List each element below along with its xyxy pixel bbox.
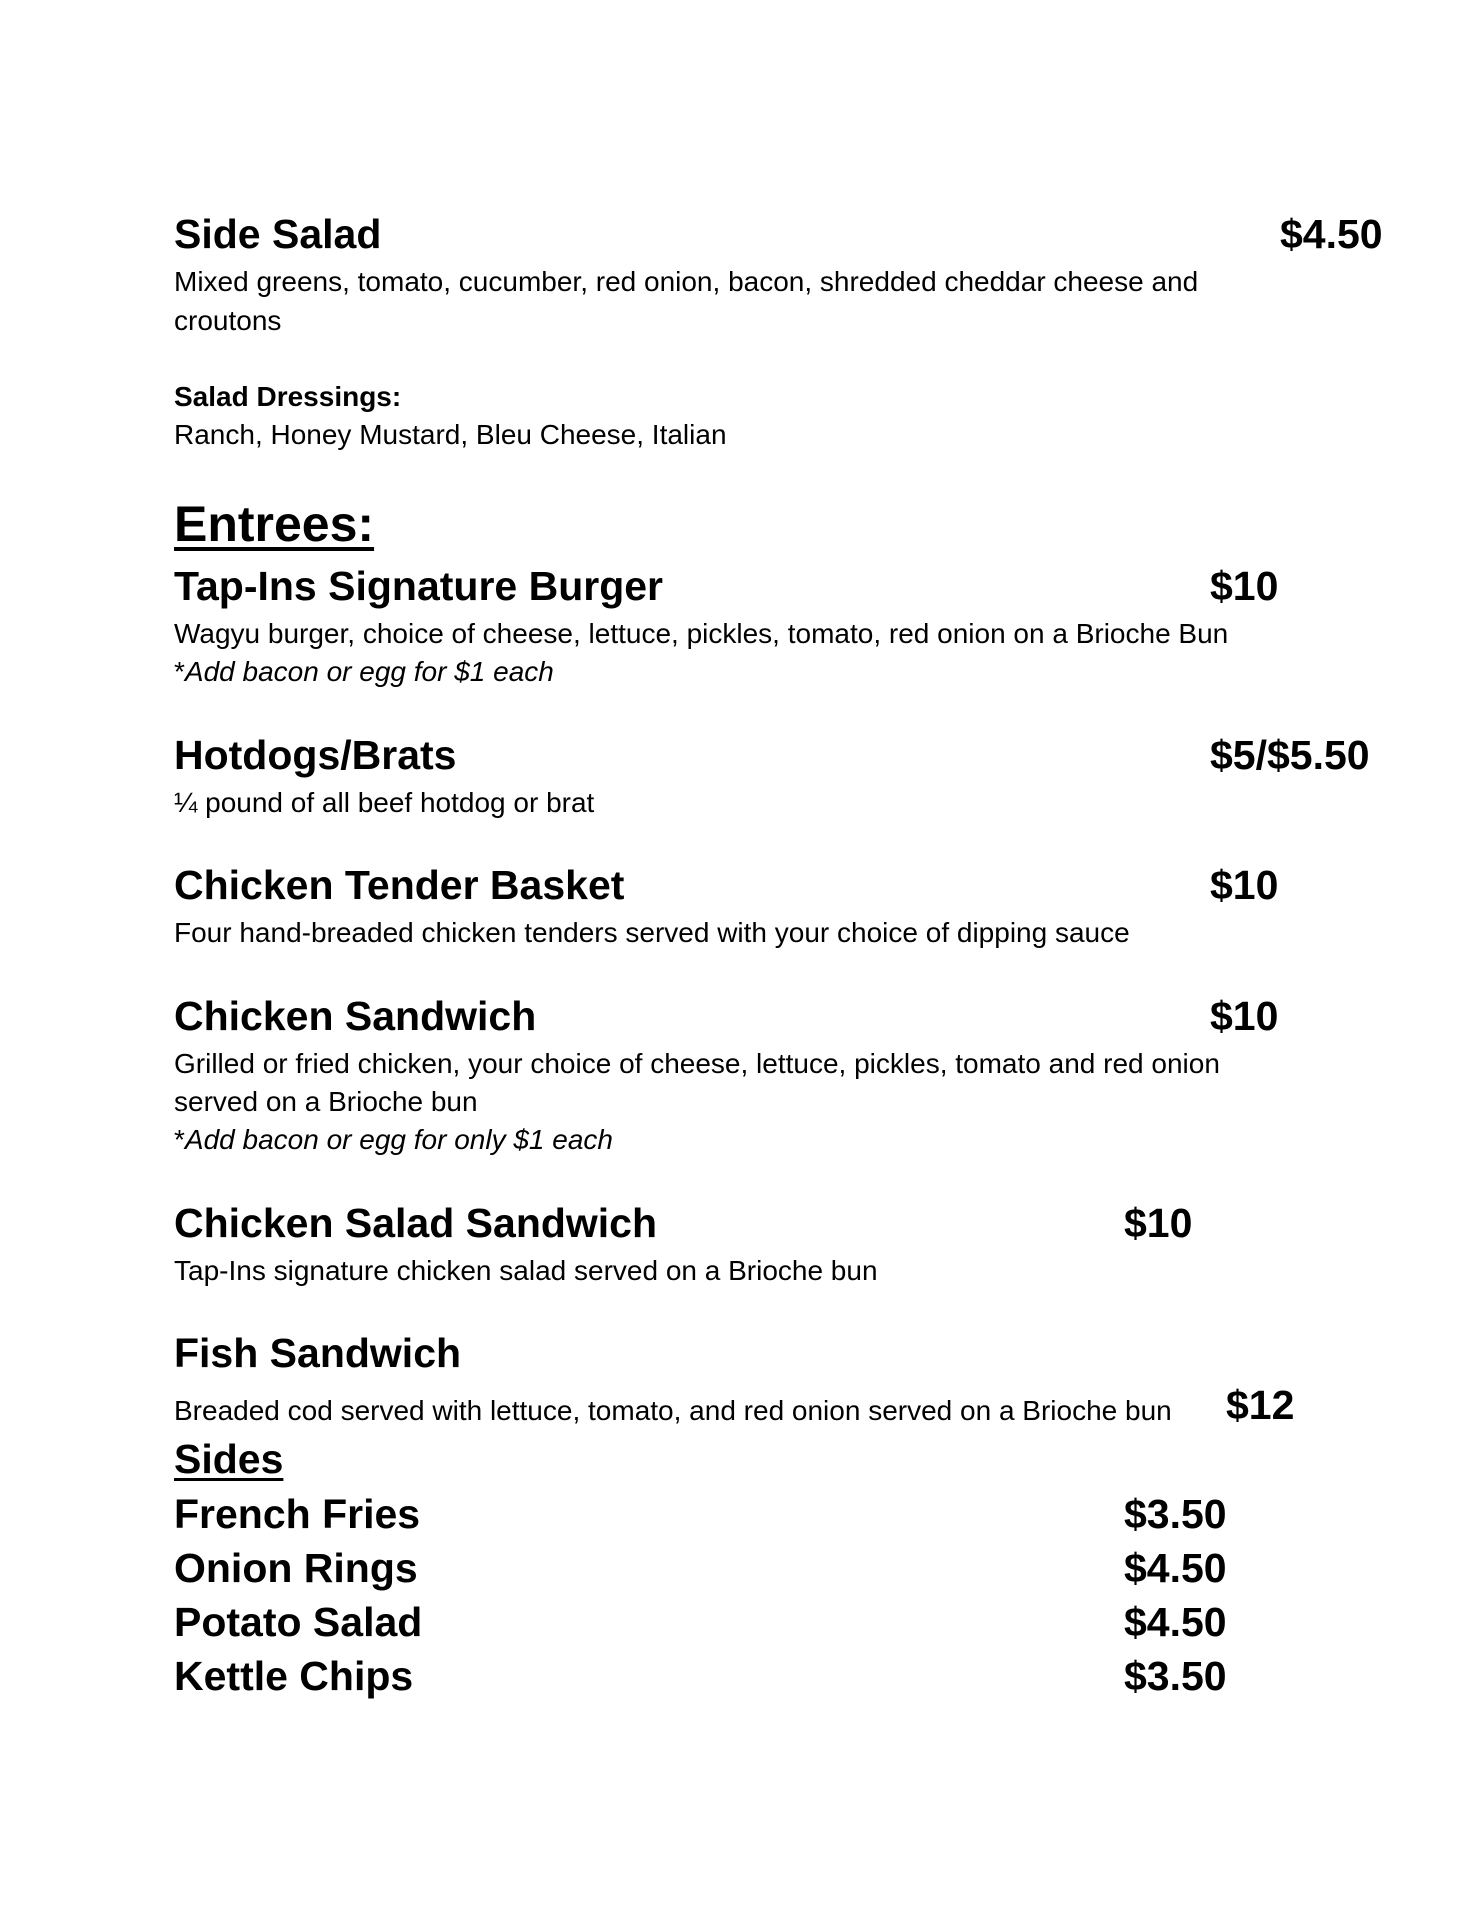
note-text: Add bacon or egg for $1 each: [184, 656, 554, 687]
note-asterisk: *: [174, 1124, 185, 1155]
item-description-chicken-tender-basket: Four hand-breaded chicken tenders served with your choice of dipping sauce: [174, 917, 1130, 948]
item-description-side-salad: Mixed greens, tomato, cucumber, red onion, bacon, shredded cheddar cheese and: [174, 266, 1199, 297]
entrees-heading: Entrees:: [174, 496, 375, 552]
item-price-side-salad: $4.50: [1280, 211, 1383, 257]
sides-heading: Sides: [174, 1436, 284, 1482]
item-name-chicken-salad-sandwich: Chicken Salad Sandwich: [174, 1200, 658, 1246]
item-price-fish-sandwich: $12: [1226, 1382, 1295, 1428]
item-price-hotdogs: $5/$5.50: [1210, 732, 1370, 778]
item-price-chicken-tender-basket: $10: [1210, 862, 1279, 908]
item-description-fish-sandwich: Breaded cod served with lettuce, tomato, and red onion served on a Brioche bun: [174, 1395, 1172, 1426]
item-name-chicken-sandwich: Chicken Sandwich: [174, 993, 537, 1039]
item-price-chicken-salad-sandwich: $10: [1124, 1200, 1193, 1246]
side-price-kettle-chips: $3.50: [1124, 1653, 1227, 1699]
item-description-hotdogs: ¼ pound of all beef hotdog or brat: [174, 787, 595, 818]
item-note-chicken-sandwich: [174, 1121, 613, 1159]
salad-dressings-list: Ranch, Honey Mustard, Bleu Cheese, Italian: [174, 419, 727, 450]
item-description-side-salad-cont: croutons: [174, 305, 282, 336]
side-name-onion-rings: Onion Rings: [174, 1545, 418, 1591]
item-name-side-salad: Side Salad: [174, 211, 382, 257]
item-name-fish-sandwich: Fish Sandwich: [174, 1330, 462, 1376]
salad-dressings-label: Salad Dressings:: [174, 381, 402, 412]
item-description-chicken-sandwich-cont: served on a Brioche bun: [174, 1086, 478, 1117]
side-price-onion-rings: $4.50: [1124, 1545, 1227, 1591]
item-name-hotdogs: Hotdogs/Brats: [174, 732, 457, 778]
item-note-burger: [174, 653, 554, 691]
side-price-french-fries: $3.50: [1124, 1491, 1227, 1537]
item-name-chicken-tender-basket: Chicken Tender Basket: [174, 862, 625, 908]
item-name-burger: Tap-Ins Signature Burger: [174, 563, 664, 609]
side-name-kettle-chips: Kettle Chips: [174, 1653, 414, 1699]
note-asterisk: *: [174, 656, 185, 687]
item-description-chicken-salad-sandwich: Tap-Ins signature chicken salad served on a Brioche bun: [174, 1255, 878, 1286]
side-price-potato-salad: $4.50: [1124, 1599, 1227, 1645]
item-price-burger: $10: [1210, 563, 1279, 609]
note-text: Add bacon or egg for only $1 each: [184, 1124, 613, 1155]
item-price-chicken-sandwich: $10: [1210, 993, 1279, 1039]
side-name-french-fries: French Fries: [174, 1491, 421, 1537]
item-description-chicken-sandwich: Grilled or fried chicken, your choice of cheese, lettuce, pickles, tomato and red onion: [174, 1048, 1220, 1079]
item-description-burger: Wagyu burger, choice of cheese, lettuce, pickles, tomato, red onion on a Brioche Bun: [174, 618, 1229, 649]
side-name-potato-salad: Potato Salad: [174, 1599, 423, 1645]
